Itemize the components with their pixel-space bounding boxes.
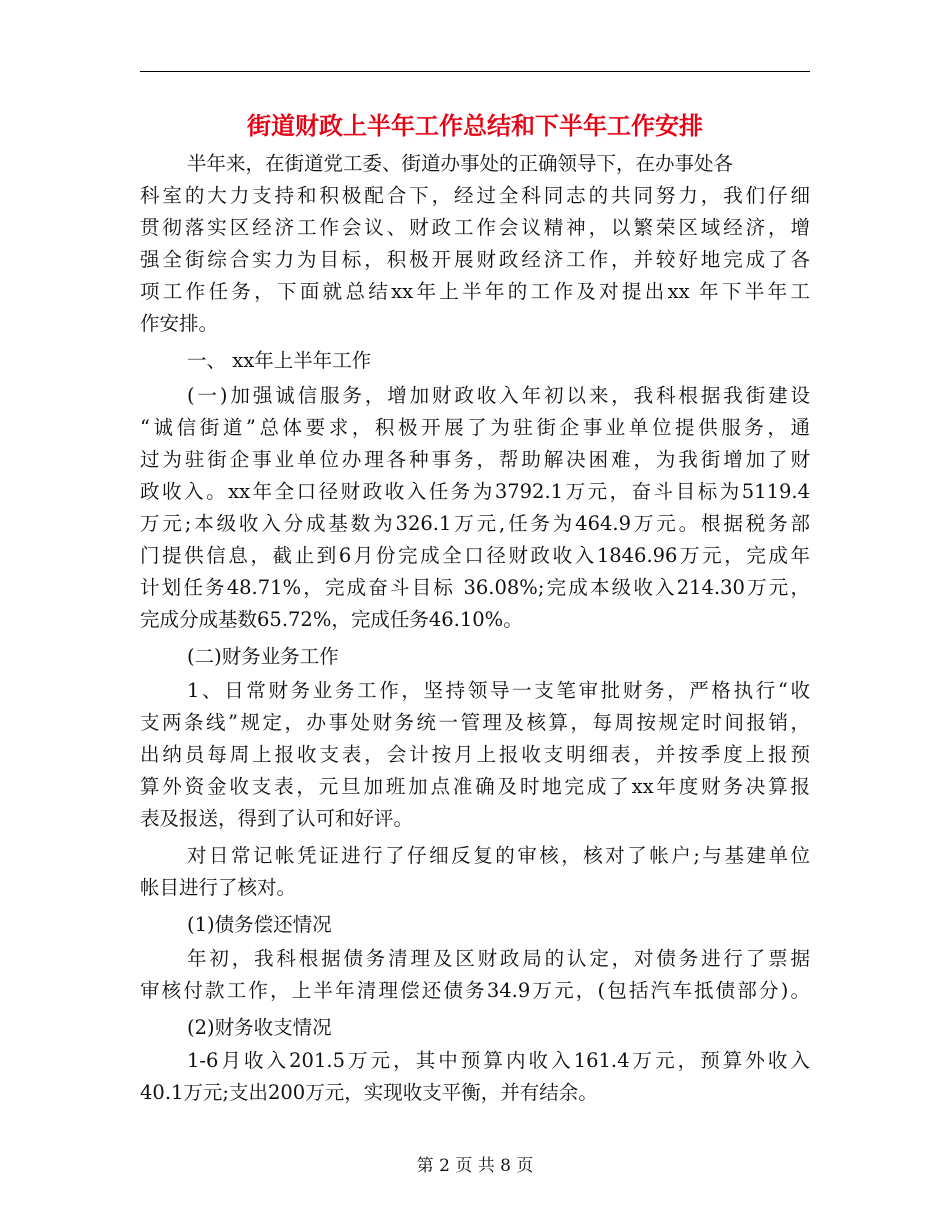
body-line: 半年来，在街道党工委、街道办事处的正确领导下，在办事处各	[187, 152, 734, 175]
body-line: 支两条线”规定，办事处财务统一管理及核算，每周按规定时间报销，	[140, 711, 810, 734]
body-line: 贯彻落实区经济工作会议、财政工作会议精神，以繁荣区域经济，增	[140, 216, 810, 239]
body-line: 审核付款工作，上半年清理偿还债务34.9万元，(包括汽车抵债部分)。	[140, 979, 810, 1002]
body-line: 40.1万元;支出200万元，实现收支平衡，并有结余。	[140, 1081, 598, 1104]
body-line: 算外资金收支表，元旦加班加点准确及时地完成了xx年度财务决算报	[140, 775, 810, 798]
body-line: 帐目进行了核对。	[140, 876, 297, 899]
body-line: 强全街综合实力为目标，积极开展财政经济工作，并较好地完成了各	[140, 248, 810, 271]
body-line: 计划任务48.71%，完成奋斗目标 36.08%;完成本级收入214.30万元，	[140, 576, 810, 599]
body-line: 1、日常财务业务工作，坚持领导一支笔审批财务，严格执行“收	[187, 679, 810, 702]
body-line: 一、 xx年上半年工作	[187, 349, 372, 372]
body-line: 科室的大力支持和积极配合下，经过全科同志的共同努力，我们仔细	[140, 184, 810, 207]
body-line: (1)债务偿还情况	[187, 913, 332, 936]
body-line: 门提供信息，截止到6月份完成全口径财政收入1846.96万元，完成年	[140, 544, 810, 567]
body-line: 对日常记帐凭证进行了仔细反复的审核，核对了帐户;与基建单位	[187, 844, 810, 867]
body-line: (二)财务业务工作	[187, 645, 339, 668]
body-line: 作安排。	[140, 312, 219, 335]
header-rule	[140, 71, 810, 72]
body-line: 1-6月收入201.5万元，其中预算内收入161.4万元，预算外收入	[187, 1049, 810, 1072]
document-title: 街道财政上半年工作总结和下半年工作安排	[247, 112, 703, 140]
body-line: 政收入。xx年全口径财政收入任务为3792.1万元，奋斗目标为5119.4	[140, 480, 810, 503]
body-line: 年初，我科根据债务清理及区财政局的认定，对债务进行了票据	[187, 947, 810, 970]
body-line: 项工作任务，下面就总结xx年上半年的工作及对提出xx 年下半年工	[140, 280, 810, 303]
body-line: (2)财务收支情况	[187, 1016, 332, 1039]
body-line: (一)加强诚信服务，增加财政收入年初以来，我科根据我街建设	[187, 384, 810, 407]
page-footer: 第 2 页 共 8 页	[416, 1156, 534, 1176]
body-line: 过为驻街企事业单位办理各种事务，帮助解决困难，为我街增加了财	[140, 448, 810, 471]
body-line: 表及报送，得到了认可和好评。	[140, 807, 414, 830]
body-line: “诚信街道”总体要求，积极开展了为驻街企事业单位提供服务，通	[140, 416, 810, 439]
body-line: 万元;本级收入分成基数为326.1万元,任务为464.9万元。根据税务部	[140, 512, 810, 535]
body-line: 完成分成基数65.72%，完成任务46.10%。	[140, 608, 523, 631]
body-line: 出纳员每周上报收支表，会计按月上报收支明细表，并按季度上报预	[140, 743, 810, 766]
